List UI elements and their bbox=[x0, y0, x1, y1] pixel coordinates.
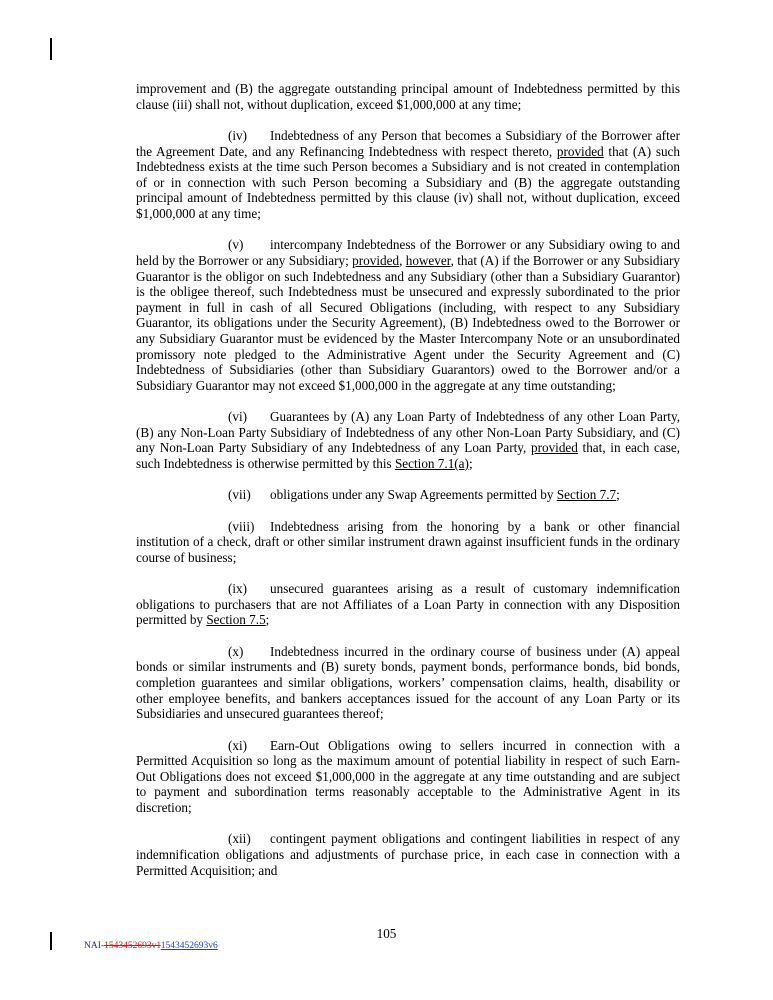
paragraph-vi bbox=[136, 409, 680, 471]
clause-number: (vi) bbox=[228, 409, 248, 425]
clause-number: (v) bbox=[228, 237, 244, 253]
section-reference: Section 7.5 bbox=[206, 612, 266, 628]
paragraph-text: Indebtedness arising from the honoring by a bank or other financial institution of a check, draft or other similar instrument drawn against insufficient funds in the ordinary course of business; bbox=[136, 518, 680, 565]
paragraph-text: that, in each case, such Indebtedness is otherwise permitted by this bbox=[136, 440, 680, 471]
paragraph-text: intercompany Indebtedness of the Borrower or any Subsidiary owing to and held by the Borrower or any Subsidiary; bbox=[136, 237, 680, 268]
paragraph-ix bbox=[136, 581, 680, 628]
paragraph-text: Indebtedness of any Person that becomes a Subsidiary of the Borrower after the Agreement Date, and any Refinancing Indebtedness with respect thereto, bbox=[136, 127, 680, 159]
doc-id-inserted-version: 1543452693v6 bbox=[160, 941, 218, 951]
change-bar-bottom bbox=[50, 932, 52, 950]
paragraph-xi bbox=[136, 738, 680, 816]
page-number: 105 bbox=[376, 926, 397, 941]
section-reference: Section 7.7 bbox=[556, 487, 617, 503]
provided-term: provided bbox=[352, 252, 400, 268]
paragraph-text: Earn-Out Obligations owing to sellers incurred in connection with a Permitted Acquisition so long as the maximum amount of potential liability in respect of such Earn-Out Obligations does not exceed $1,000,000 in the aggregate at any time outstanding and are subject to payment and subordination terms reasonably acceptable to the Administrative Agent in its discretion; bbox=[136, 737, 680, 815]
paragraph-viii bbox=[136, 519, 680, 566]
paragraph-text: contingent payment obligations and contingent liabilities in respect of any indemnification obligations and adjustments of purchase price, in each case in connection with a Permitted Acquisition; and bbox=[136, 831, 680, 878]
paragraph-text: ; bbox=[265, 612, 270, 628]
clause-number: (viii) bbox=[228, 518, 255, 534]
paragraph-text: , that (A) if the Borrower or any Subsidiary Guarantor is the obligor on such Indebtedness and any Subsidiary (other than a Subsidiary Guarantor) is the obligee thereof, such Indebtedness must be unsecured and expressly subordinated to the prior payment in full in cash of all Secured Obligations (including, with respect to any Subsidiary Guarantor, its obligations under the Security Agreement), (B) Indebtedness owed to the Borrower or any Subsidiary Guarantor must be evidenced by the Master Intercompany Note or an unsubordinated promissory note pledged to the Administrative Agent under the Security Agreement and (C) Indebtedness of Subsidiaries (other than Subsidiary Guarantors) owed to the Borrower and/or a Subsidiary Guarantor may not exceed $1,000,000 in the aggregate at any time outstanding; bbox=[136, 252, 680, 393]
paragraph-xii bbox=[136, 831, 680, 878]
section-reference: Section 7.1(a) bbox=[394, 455, 469, 471]
paragraph-text: , bbox=[399, 252, 406, 268]
document-body bbox=[136, 81, 680, 878]
paragraph-text: Guarantees by (A) any Loan Party of Indebtedness of any other Loan Party, (B) any Non-Loan Party Subsidiary of Indebtedness of any other Non-Loan Party Subsidiary, and (C) any Non-Loan Party Subsidiary of any Indebtedness of any Loan Party, bbox=[136, 409, 680, 456]
paragraph-text: obligations under any Swap Agreements permitted by bbox=[270, 487, 557, 503]
paragraph-text: ; bbox=[468, 455, 473, 471]
paragraph-iv bbox=[136, 128, 680, 222]
doc-id-prefix: NAI- bbox=[84, 941, 105, 951]
doc-id-deleted-version: 1543452693v1 bbox=[104, 941, 161, 951]
paragraph-vii bbox=[136, 487, 680, 503]
provided-term: provided bbox=[556, 143, 604, 159]
clause-number: (xii) bbox=[228, 831, 251, 847]
paragraph-text: that (A) such Indebtedness exists at the time such Person becomes a Subsidiary and is not created in contemplation of or in connection with such Person becoming a Subsidiary and (B) the aggregate outstanding principal amount of Indebtedness permitted by this clause (iv) shall not, without duplication, exceed $1,000,000 at any time; bbox=[136, 143, 680, 221]
document-id bbox=[84, 941, 218, 951]
clause-number: (iv) bbox=[228, 127, 248, 143]
provided-term: provided bbox=[531, 440, 578, 456]
paragraph-v bbox=[136, 237, 680, 393]
paragraph-x bbox=[136, 644, 680, 722]
paragraph-iii-continued bbox=[136, 81, 680, 112]
however-term: however bbox=[405, 252, 451, 268]
paragraph-text: ; bbox=[616, 487, 620, 503]
paragraph-text: improvement and (B) the aggregate outstanding principal amount of Indebtedness permitted by this clause (iii) shall not, without duplication, exceed $1,000,000 at any time; bbox=[136, 81, 680, 112]
paragraph-text: Indebtedness incurred in the ordinary course of business under (A) appeal bonds or similar instruments and (B) surety bonds, payment bonds, performance bonds, bid bonds, completion guarantees and similar obligations, workers’ compensation claims, health, disability or other employee benefits, and bankers acceptances issued for the account of any Loan Party or its Subsidiaries and unsecured guarantees thereof; bbox=[136, 643, 680, 722]
clause-number: (ix) bbox=[228, 581, 248, 597]
clause-number: (x) bbox=[228, 643, 244, 659]
clause-number: (xi) bbox=[228, 737, 248, 753]
clause-number: (vii) bbox=[228, 487, 251, 503]
paragraph-text: unsecured guarantees arising as a result of customary indemnification obligations to purchasers that are not Affiliates of a Loan Party in connection with any Disposition permitted by bbox=[136, 581, 680, 628]
change-bar-top bbox=[50, 38, 52, 60]
